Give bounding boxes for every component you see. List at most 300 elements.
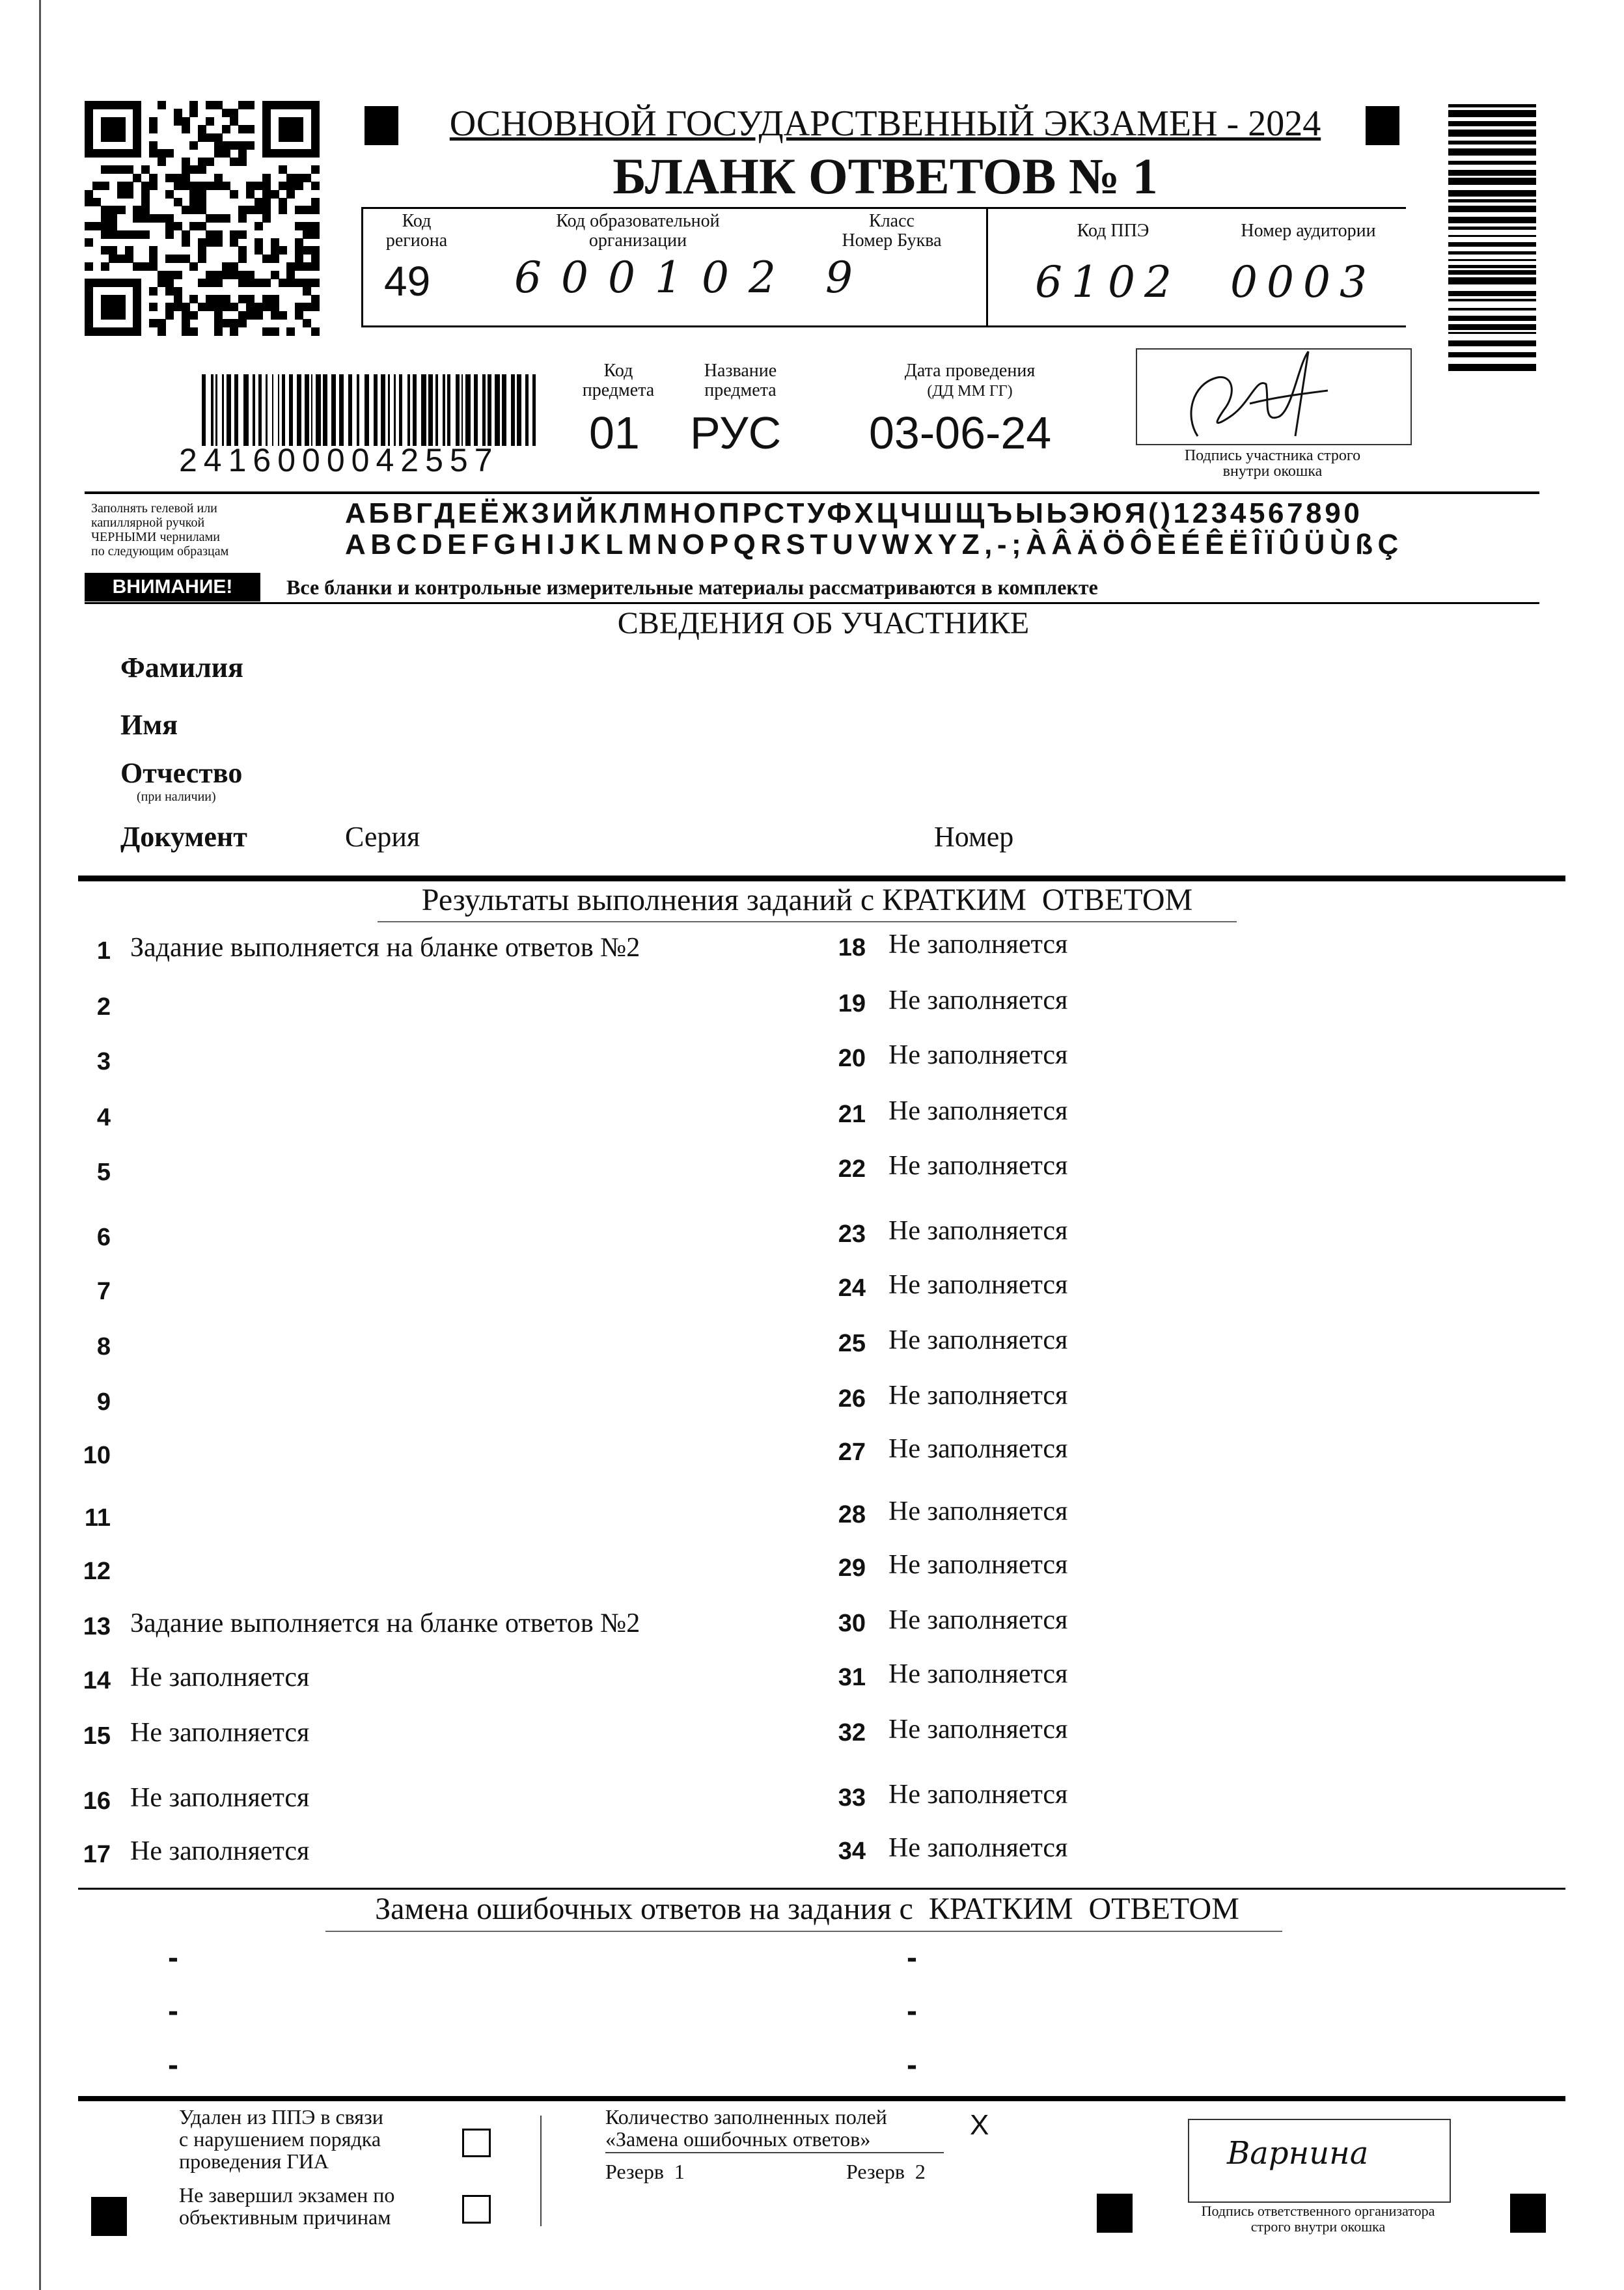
replacement-dash-left-2[interactable]: - [168, 1994, 178, 2028]
qr-module [198, 158, 206, 166]
qr-module [311, 327, 320, 336]
barcode-bar [399, 374, 402, 446]
barcode-stripe [1448, 277, 1536, 284]
barcode-stripe [1448, 291, 1536, 296]
qr-module [246, 303, 255, 311]
replacement-dash-left-1[interactable]: - [168, 1940, 178, 1975]
qr-module [117, 149, 126, 158]
qr-module [174, 303, 182, 311]
qr-module [85, 303, 93, 311]
qr-module [238, 230, 247, 239]
qr-module [271, 311, 279, 320]
barcode-bar [407, 374, 410, 446]
qr-module [141, 190, 150, 199]
answer-number: 22 [838, 1155, 866, 1183]
number-field[interactable] [1041, 817, 1536, 856]
qr-code [85, 101, 319, 335]
qr-module [311, 101, 320, 109]
qr-module [214, 174, 223, 182]
barcode-stripe [1448, 259, 1536, 261]
qr-module [295, 238, 303, 247]
barcode-bar [234, 374, 238, 446]
qr-module [125, 190, 133, 199]
qr-module [255, 311, 263, 320]
qr-module [255, 238, 263, 247]
qr-module [165, 271, 174, 279]
qr-module [92, 222, 101, 230]
qr-module [255, 303, 263, 311]
qr-module [214, 279, 223, 287]
qr-module [279, 182, 287, 190]
answer-number: 27 [838, 1439, 866, 1466]
qr-module [109, 222, 117, 230]
qr-module [222, 149, 230, 158]
qr-module [189, 165, 198, 174]
replacement-dash-left-3[interactable]: - [168, 2048, 178, 2082]
qr-module [182, 158, 190, 166]
qr-module [109, 206, 117, 214]
qr-module [271, 303, 279, 311]
qr-module [133, 303, 141, 311]
answers-title-underline [378, 921, 1237, 922]
qr-module [303, 303, 311, 311]
qr-module [101, 133, 109, 142]
answer-field[interactable]: Не заполняется [888, 1497, 1068, 1526]
patronymic-field[interactable] [280, 755, 1536, 794]
qr-module [271, 190, 279, 199]
barcode-bar [278, 374, 279, 446]
qr-module [109, 255, 117, 263]
qr-module [238, 149, 247, 158]
qr-module [214, 271, 223, 279]
answer-field[interactable]: Не заполняется [130, 1662, 310, 1692]
answer-field[interactable]: Не заполняется [888, 1434, 1068, 1464]
barcode-bar [381, 374, 385, 446]
answer-field[interactable] [130, 1328, 781, 1367]
barcode-stripe [1448, 104, 1536, 107]
barcode-stripe [1448, 110, 1536, 117]
qr-module [303, 279, 311, 287]
qr-module [238, 311, 247, 320]
qr-module [101, 149, 109, 158]
qr-module [222, 141, 230, 150]
qr-module [189, 327, 198, 336]
answer-field[interactable] [130, 1499, 781, 1538]
qr-module [189, 295, 198, 303]
qr-module [222, 271, 230, 279]
qr-module [262, 149, 271, 158]
answer-field[interactable]: Не заполняется [888, 1715, 1068, 1745]
qr-module [222, 109, 230, 117]
class-value: 9 [825, 253, 853, 303]
qr-module [101, 279, 109, 287]
qr-module [117, 311, 126, 320]
qr-module [85, 319, 93, 327]
qr-module [286, 174, 295, 182]
barcode-bar [495, 374, 500, 446]
answer-field[interactable]: Не заполняется [888, 1550, 1068, 1580]
answer-field[interactable]: Не заполняется [888, 1151, 1068, 1181]
barcode-stripe [1448, 217, 1536, 223]
qr-module [206, 182, 214, 190]
answer-number: 18 [838, 934, 866, 961]
qr-module [295, 222, 303, 230]
qr-module [109, 311, 117, 320]
qr-module [189, 182, 198, 190]
qr-module [109, 165, 117, 174]
barcode-bar [282, 374, 285, 446]
warning-text: Все бланки и контрольные измерительные материалы рассматриваются в комплекте [286, 575, 1098, 599]
barcode-stripe [1448, 316, 1536, 321]
barcode-stripe [1448, 332, 1536, 334]
qr-module [311, 133, 320, 142]
barcode-stripe [1448, 265, 1536, 268]
barcode-bar [421, 374, 426, 446]
barcode-bar [297, 374, 301, 446]
qr-module [295, 125, 303, 133]
qr-module [222, 125, 230, 133]
qr-module [286, 271, 295, 279]
answer-field[interactable]: Не заполняется [130, 1783, 310, 1813]
qr-module [271, 149, 279, 158]
qr-module [133, 149, 141, 158]
qr-module [295, 311, 303, 320]
qr-module [303, 319, 311, 327]
barcode-bar [357, 374, 359, 446]
barcode-stripe [1448, 324, 1536, 330]
qr-module [101, 246, 109, 255]
qr-module [222, 182, 230, 190]
document-label: Документ [120, 821, 247, 853]
qr-module [311, 303, 320, 311]
qr-module [101, 262, 109, 271]
qr-module [109, 125, 117, 133]
barcode-bar [456, 374, 460, 446]
barcode-bar [348, 374, 352, 446]
barcode-bar [222, 374, 224, 446]
answer-field[interactable]: Не заполняется [888, 1040, 1068, 1070]
answer-field[interactable] [130, 1043, 781, 1082]
count-underline [605, 2152, 944, 2153]
answer-field[interactable]: Не заполняется [888, 1325, 1068, 1355]
qr-module [295, 255, 303, 263]
qr-module [286, 279, 295, 287]
qr-module [262, 295, 271, 303]
qr-module [85, 287, 93, 296]
exam-title: ОСНОВНОЙ ГОСУДАРСТВЕННЫЙ ЭКЗАМЕН - 2024 [449, 103, 1321, 144]
answer-field[interactable]: Не заполняется [888, 986, 1068, 1015]
qr-module [230, 303, 238, 311]
answer-field[interactable]: Не заполняется [888, 1659, 1068, 1689]
qr-module [182, 206, 190, 214]
qr-module [85, 125, 93, 133]
qr-module [101, 311, 109, 320]
qr-module [133, 174, 141, 182]
qr-module [214, 303, 223, 311]
qr-module [133, 117, 141, 126]
series-field[interactable] [449, 817, 905, 856]
barcode-bar [502, 374, 506, 446]
qr-module [158, 101, 166, 109]
qr-module [198, 246, 206, 255]
subject-name-value: РУС [690, 407, 782, 458]
qr-module [311, 279, 320, 287]
answers-section-title: Результаты выполнения заданий с КРАТКИМ ОТВЕТОМ [421, 883, 1193, 917]
qr-module [125, 327, 133, 336]
barcode-stripe [1448, 270, 1536, 275]
answer-number: 4 [96, 1104, 111, 1131]
qr-module [109, 295, 117, 303]
qr-module [85, 327, 93, 336]
qr-module [262, 174, 271, 182]
qr-module [133, 214, 141, 223]
replacement-dash-right-3[interactable]: - [907, 2048, 917, 2082]
replacement-section-title: Замена ошибочных ответов на задания с КРАТКИМ ОТВЕТОМ [375, 1892, 1239, 1926]
qr-module [101, 230, 109, 239]
qr-module [279, 165, 287, 174]
answer-number: 14 [83, 1667, 111, 1694]
subject-barcode [202, 374, 540, 446]
qr-module [295, 182, 303, 190]
qr-module [133, 319, 141, 327]
removed-label: Удален из ППЭ в связи с нарушением порядка проведения ГИА [179, 2105, 383, 2173]
qr-module [295, 101, 303, 109]
qr-module [311, 222, 320, 230]
corner-marker-bottom-left [91, 2197, 127, 2236]
qr-module [85, 238, 93, 247]
qr-module [198, 303, 206, 311]
corner-marker-bottom-middle [1097, 2194, 1133, 2233]
replacement-dash-right-2[interactable]: - [907, 1994, 917, 2028]
qr-module [262, 255, 271, 263]
barcode-bar [253, 374, 255, 446]
qr-module [174, 222, 182, 230]
qr-module [262, 117, 271, 126]
qr-module [174, 117, 182, 126]
qr-module [262, 327, 271, 336]
qr-module [198, 133, 206, 142]
qr-module [271, 295, 279, 303]
region-value: 49 [384, 258, 431, 305]
answer-number: 6 [96, 1224, 111, 1251]
name-field[interactable] [280, 705, 1536, 744]
qr-module [92, 198, 101, 206]
qr-module [238, 101, 247, 109]
corner-marker-top-right [1366, 106, 1399, 145]
qr-module [182, 230, 190, 239]
qr-module [238, 158, 247, 166]
answer-field[interactable]: Не заполняется [888, 1096, 1068, 1126]
barcode-stripe [1448, 190, 1536, 197]
answer-field[interactable]: Не заполняется [888, 1381, 1068, 1411]
barcode-bar [243, 374, 249, 446]
barcode-bar [215, 374, 217, 446]
qr-module [262, 279, 271, 287]
answer-field[interactable] [130, 1153, 781, 1193]
corner-marker-top-left [365, 106, 398, 145]
qr-module [85, 279, 93, 287]
qr-module [125, 279, 133, 287]
qr-module [311, 198, 320, 206]
barcode-stripe [1448, 130, 1536, 137]
qr-module [149, 182, 158, 190]
qr-module [117, 255, 126, 263]
answer-field[interactable]: Не заполняется [888, 1780, 1068, 1810]
replacement-count-value[interactable]: X [970, 2109, 989, 2141]
barcode-bar [331, 374, 336, 446]
qr-module [255, 222, 263, 230]
answer-field[interactable]: Задание выполняется на бланке ответов №2 [130, 1608, 640, 1638]
answer-field[interactable] [130, 1552, 781, 1592]
answer-field[interactable]: Не заполняется [888, 930, 1068, 959]
qr-module [238, 255, 247, 263]
qr-module [255, 206, 263, 214]
qr-module [101, 222, 109, 230]
qr-module [311, 295, 320, 303]
qr-module [222, 295, 230, 303]
subject-name-label: Название предмета [704, 361, 777, 400]
answer-field[interactable]: Не заполняется [888, 1270, 1068, 1300]
qr-module [230, 271, 238, 279]
answer-field[interactable]: Не заполняется [888, 1216, 1068, 1246]
replacement-dash-right-1[interactable]: - [907, 1940, 917, 1975]
qr-module [238, 206, 247, 214]
qr-module [182, 117, 190, 126]
qr-module [214, 101, 223, 109]
removed-checkbox[interactable] [462, 2129, 491, 2157]
qr-module [174, 287, 182, 296]
qr-module [133, 295, 141, 303]
region-label: Код региона [385, 211, 448, 251]
answer-field[interactable] [130, 1383, 781, 1422]
answer-field[interactable]: Не заполняется [130, 1718, 310, 1748]
answer-number: 9 [96, 1388, 111, 1416]
qr-module [311, 230, 320, 239]
qr-module [246, 295, 255, 303]
qr-module [182, 174, 190, 182]
qr-module [133, 141, 141, 150]
qr-module [311, 255, 320, 263]
answer-field[interactable]: Не заполняется [888, 1833, 1068, 1863]
answer-number: 16 [83, 1787, 111, 1815]
qr-module [141, 214, 150, 223]
qr-module [214, 141, 223, 150]
qr-module [149, 255, 158, 263]
qr-module [295, 246, 303, 255]
ppe-value: 6102 [1035, 257, 1181, 307]
qr-module [117, 206, 126, 214]
qr-module [189, 198, 198, 206]
barcode-bar [388, 374, 390, 446]
warning-badge: ВНИМАНИЕ! [85, 573, 260, 601]
qr-module [149, 319, 158, 327]
qr-module [109, 230, 117, 239]
qr-module [303, 287, 311, 296]
qr-module [279, 311, 287, 320]
qr-module [174, 255, 182, 263]
qr-module [85, 198, 93, 206]
qr-module [109, 303, 117, 311]
qr-module [141, 262, 150, 271]
qr-module [238, 141, 247, 150]
barcode-bar [202, 374, 206, 446]
answer-field[interactable] [130, 1099, 781, 1138]
qr-module [214, 230, 223, 239]
footer-top-line [78, 2096, 1565, 2101]
qr-module [141, 206, 150, 214]
qr-module [246, 279, 255, 287]
qr-module [165, 174, 174, 182]
qr-module [246, 141, 255, 150]
qr-module [279, 101, 287, 109]
qr-module [117, 125, 126, 133]
qr-module [286, 182, 295, 190]
qr-module [222, 214, 230, 223]
qr-module [182, 238, 190, 247]
answer-number: 29 [838, 1554, 866, 1582]
qr-module [206, 295, 214, 303]
qr-module [198, 190, 206, 199]
qr-module [255, 182, 263, 190]
room-label: Номер аудитории [1241, 221, 1376, 241]
qr-module [182, 319, 190, 327]
answer-field[interactable] [130, 988, 781, 1027]
answer-number: 7 [96, 1278, 111, 1305]
answer-number: 33 [838, 1784, 866, 1812]
surname-field[interactable] [280, 648, 1536, 687]
qr-module [109, 117, 117, 126]
qr-module [109, 279, 117, 287]
qr-module [222, 319, 230, 327]
answers-top-line [78, 876, 1565, 881]
qr-module [158, 271, 166, 279]
qr-module [230, 141, 238, 150]
qr-module [85, 149, 93, 158]
participant-section-title: СВЕДЕНИЯ ОБ УЧАСТНИКЕ [617, 606, 1030, 641]
barcode-bar [266, 374, 268, 446]
qr-module [85, 141, 93, 150]
qr-module [206, 214, 214, 223]
answer-field[interactable]: Задание выполняется на бланке ответов №2 [130, 933, 640, 963]
qr-module [286, 125, 295, 133]
qr-module [230, 238, 238, 247]
answer-field[interactable] [130, 1219, 781, 1258]
not-finished-checkbox[interactable] [462, 2195, 491, 2224]
barcode-stripe [1448, 308, 1536, 310]
qr-module [117, 303, 126, 311]
barcode-bar [365, 374, 369, 446]
answer-field[interactable]: Не заполняется [130, 1836, 310, 1866]
qr-module [303, 230, 311, 239]
name-label: Имя [120, 709, 178, 741]
barcode-bar [511, 374, 515, 446]
qr-module [214, 149, 223, 158]
qr-module [238, 246, 247, 255]
qr-module [117, 182, 126, 190]
qr-module [198, 222, 206, 230]
barcode-stripe [1448, 121, 1536, 126]
qr-module [158, 158, 166, 166]
qr-module [189, 222, 198, 230]
answer-field[interactable] [130, 1437, 781, 1476]
barcode-bar [227, 374, 231, 446]
answer-field[interactable] [130, 1273, 781, 1312]
qr-module [149, 214, 158, 223]
qr-module [230, 230, 238, 239]
qr-module [246, 190, 255, 199]
qr-module [311, 141, 320, 150]
answer-field[interactable]: Не заполняется [888, 1605, 1068, 1635]
